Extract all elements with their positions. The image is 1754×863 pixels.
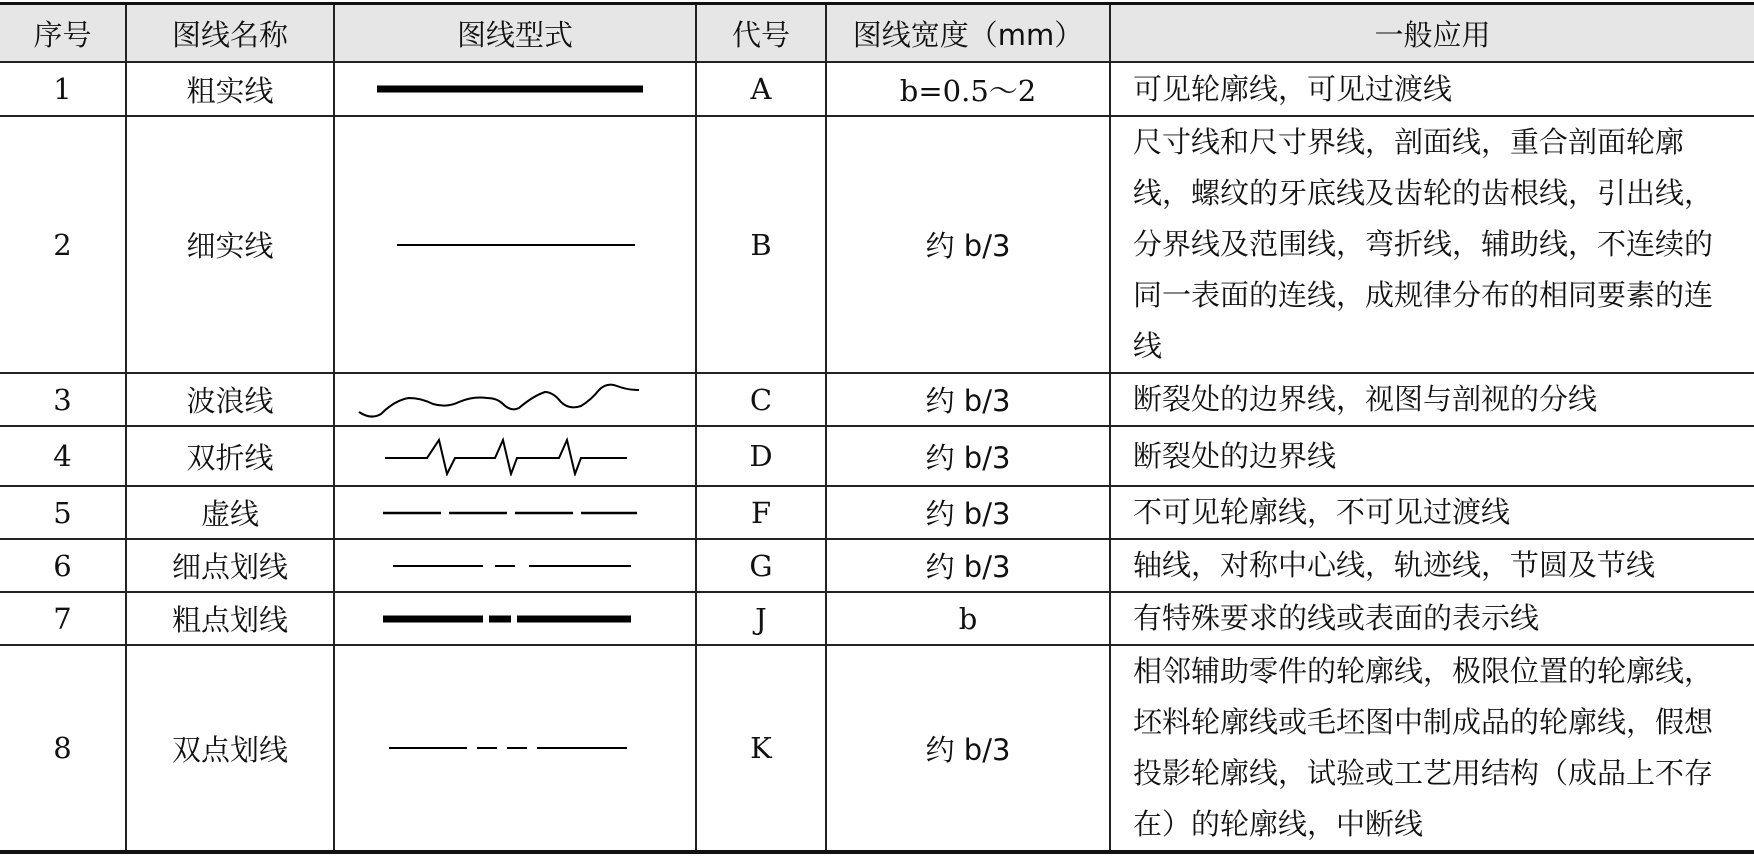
table-row <box>0 592 1754 645</box>
line-style-double-dash-dot <box>334 645 696 852</box>
row-code: B <box>696 116 826 373</box>
line-style-thick-dash-dot <box>334 592 696 645</box>
row-width: 约 b/3 <box>826 426 1110 486</box>
line-style-zigzag <box>334 426 696 486</box>
row-width: 约 b/3 <box>826 486 1110 539</box>
line-types-table <box>0 2 1754 854</box>
row-code: D <box>696 426 826 486</box>
row-application: 断裂处的边界线 <box>1110 426 1754 486</box>
double-dash-dot-line-sample <box>355 728 675 768</box>
line-types-table-container <box>0 2 1754 854</box>
row-application: 轴线，对称中心线，轨迹线，节圆及节线 <box>1110 539 1754 592</box>
row-code: J <box>696 592 826 645</box>
row-name: 双折线 <box>126 426 334 486</box>
table-row <box>0 486 1754 539</box>
row-name: 细实线 <box>126 116 334 373</box>
line-style-thin-dash-dot <box>334 539 696 592</box>
line-style-thick-solid <box>334 62 696 116</box>
row-width: b=0.5～2 <box>826 62 1110 116</box>
header-code: 代号 <box>696 4 826 63</box>
table-row <box>0 539 1754 592</box>
row-no: 3 <box>0 373 126 426</box>
table-row <box>0 62 1754 116</box>
dashed-line-sample <box>355 493 675 533</box>
row-name: 细点划线 <box>126 539 334 592</box>
table-row <box>0 116 1754 373</box>
header-application: 一般应用 <box>1110 4 1754 63</box>
table-row <box>0 645 1754 852</box>
row-application: 断裂处的边界线，视图与剖视的分线 <box>1110 373 1754 426</box>
line-style-thin-solid <box>334 116 696 373</box>
zigzag-line-sample <box>355 436 675 476</box>
thin-dash-dot-line-sample <box>355 546 675 586</box>
row-width: 约 b/3 <box>826 116 1110 373</box>
row-application: 尺寸线和尺寸界线，剖面线，重合剖面轮廓线，螺纹的牙底线及齿轮的齿根线，引出线，分界线及范围线，弯折线，辅助线，不连续的同一表面的连线，成规律分布的相同要素的连线 <box>1110 116 1754 373</box>
header-style: 图线型式 <box>334 4 696 63</box>
row-name: 波浪线 <box>126 373 334 426</box>
row-width: b <box>826 592 1110 645</box>
line-style-wavy <box>334 373 696 426</box>
row-width: 约 b/3 <box>826 645 1110 852</box>
table-row <box>0 373 1754 426</box>
header-width: 图线宽度（mm） <box>826 4 1110 63</box>
row-name: 粗点划线 <box>126 592 334 645</box>
line-style-dashed <box>334 486 696 539</box>
row-no: 7 <box>0 592 126 645</box>
thick-solid-line-sample <box>355 69 675 109</box>
row-no: 6 <box>0 539 126 592</box>
thick-dash-dot-line-sample <box>355 599 675 639</box>
header-name: 图线名称 <box>126 4 334 63</box>
row-width: 约 b/3 <box>826 539 1110 592</box>
row-no: 1 <box>0 62 126 116</box>
row-code: G <box>696 539 826 592</box>
row-no: 8 <box>0 645 126 852</box>
row-name: 虚线 <box>126 486 334 539</box>
header-no: 序号 <box>0 4 126 63</box>
row-no: 5 <box>0 486 126 539</box>
row-application: 有特殊要求的线或表面的表示线 <box>1110 592 1754 645</box>
row-application: 可见轮廓线，可见过渡线 <box>1110 62 1754 116</box>
row-code: F <box>696 486 826 539</box>
row-code: A <box>696 62 826 116</box>
thin-solid-line-sample <box>355 225 675 265</box>
table-row <box>0 426 1754 486</box>
row-code: C <box>696 373 826 426</box>
row-application: 相邻辅助零件的轮廓线，极限位置的轮廓线，坯料轮廓线或毛坯图中制成品的轮廓线，假想投影轮廓线，试验或工艺用结构（成品上不存在）的轮廓线，中断线 <box>1110 645 1754 852</box>
row-name: 双点划线 <box>126 645 334 852</box>
header-row <box>0 4 1754 63</box>
row-code: K <box>696 645 826 852</box>
row-no: 2 <box>0 116 126 373</box>
row-width: 约 b/3 <box>826 373 1110 426</box>
wavy-line-sample <box>355 380 675 420</box>
row-name: 粗实线 <box>126 62 334 116</box>
row-application: 不可见轮廓线，不可见过渡线 <box>1110 486 1754 539</box>
row-no: 4 <box>0 426 126 486</box>
